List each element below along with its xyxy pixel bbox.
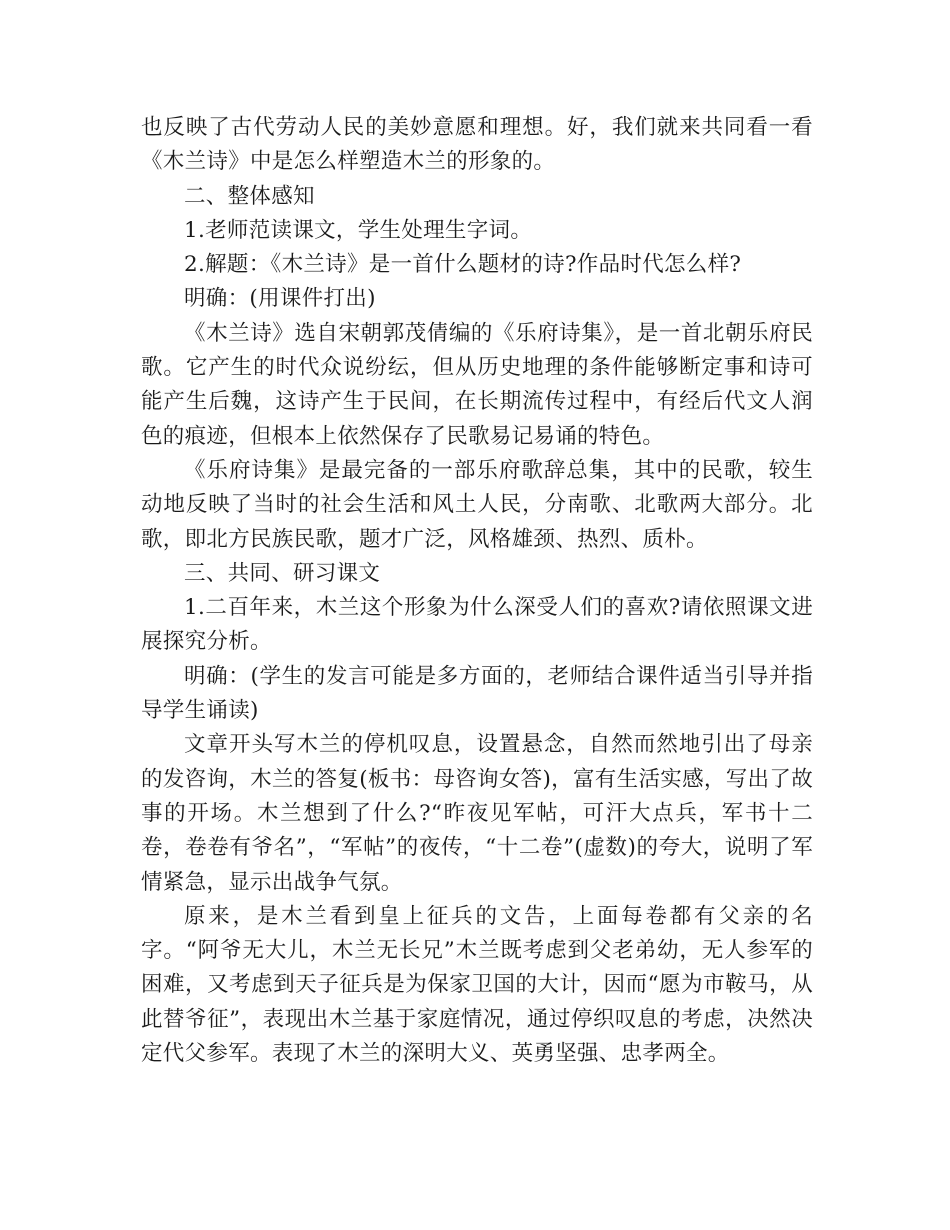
paragraph-question-1: 1.二百年来，木兰这个形象为什么深受人们的喜欢?请依照课文进展探究分析。 — [141, 595, 813, 655]
paragraph-mulan-source: 《木兰诗》选自宋朝郭茂倩编的《乐府诗集》，是一首北朝乐府民歌。它产生的时代众说纷纭，但从历史地理的条件能够断定事和诗可能产生后魏，这诗产生于民间，在长期流传过程中，有经后代文人润色的痕迹，但根本上依然保存了民歌易记易诵的特色。 — [141, 320, 813, 449]
paragraph-1: 也反映了古代劳动人民的美妙意愿和理想。好，我们就来共同看一看《木兰诗》中是怎么样塑造木兰的形象的。 — [141, 115, 813, 175]
paragraph-decision-analysis: 原来，是木兰看到皇上征兵的文告，上面每卷都有父亲的名字。“阿爷无大儿，木兰无长兄”木兰既考虑到父老弟幼，无人参军的困难，又考虑到天子征兵是为保家卫国的大计，因而“愿为市鞍马，从此替爷征”，表现出木兰基于家庭情况，通过停织叹息的考虑，决然决定代父参军。表现了木兰的深明大义、英勇坚强、忠孝两全。 — [141, 903, 813, 1067]
section-heading-study-text: 三、共同、研习课文 — [184, 560, 381, 586]
paragraph-yuefu-collection: 《乐府诗集》是最完备的一部乐府歌辞总集，其中的民歌，较生动地反映了当时的社会生活和风土人民，分南歌、北歌两大部分。北歌，即北方民族民歌，题才广泛，风格雄颈、热烈、质朴。 — [141, 457, 813, 552]
section-heading-overall-perception: 二、整体感知 — [184, 183, 315, 209]
paragraph-opening-analysis: 文章开头写木兰的停机叹息，设置悬念，自然而然地引出了母亲的发咨询，木兰的答复(板书：母咨询女答)，富有生活实感，写出了故事的开场。木兰想到了什么?“昨夜见军帖，可汗大点兵，军书十二卷，卷卷有爷名”，“军帖”的夜传，“十二卷”(虚数)的夸大，说明了军情紧急，显示出战争气氛。 — [141, 732, 813, 895]
paragraph-step-1: 1.老师范读课文，学生处理生字词。 — [184, 217, 533, 243]
paragraph-clarify-2: 明确：(学生的发言可能是多方面的，老师结合课件适当引导并指导学生诵读) — [141, 663, 813, 724]
paragraph-clarify-1: 明确：(用课件打出) — [184, 286, 376, 312]
document-body — [141, 111, 813, 1071]
paragraph-step-2: 2.解题：《木兰诗》是一首什么题材的诗?作品时代怎么样? — [184, 252, 742, 278]
